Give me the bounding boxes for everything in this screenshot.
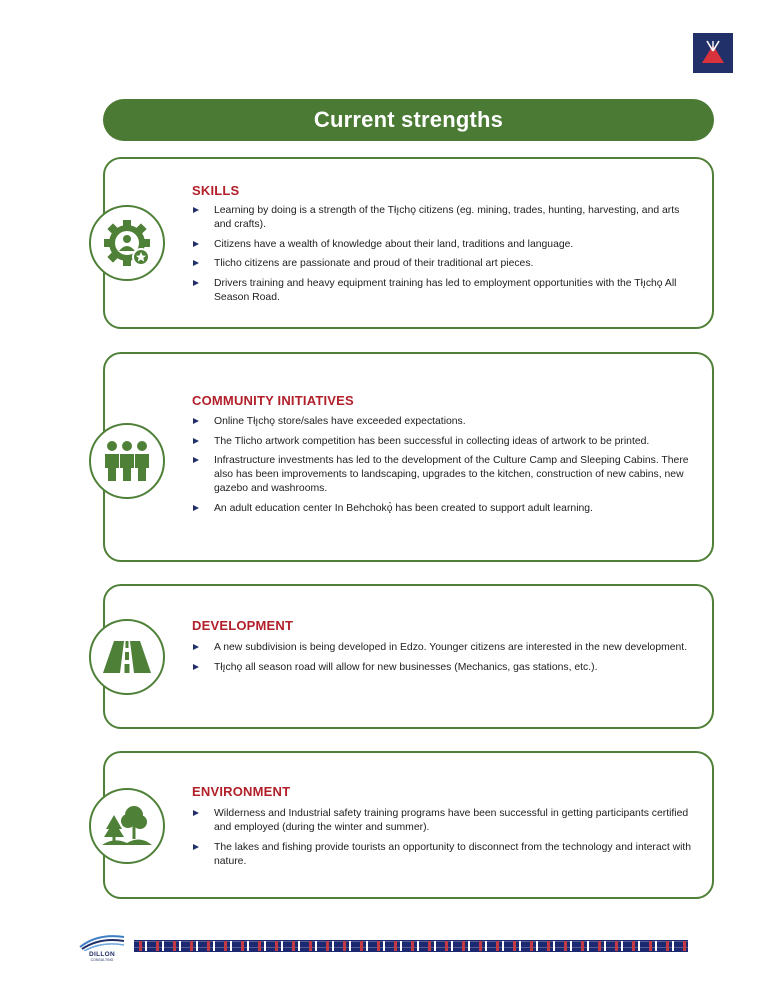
- list-item: Infrastructure investments has led to the development of the Culture Camp and Sleeping Cabins. There also has been improvements to landscaping, upgrades to the kitchen, construction of new cabins, new gazebo and washrooms.: [193, 454, 698, 496]
- page-title: Current strengths: [103, 99, 714, 141]
- trees-icon: [89, 788, 165, 864]
- environment-heading: ENVIRONMENT: [192, 784, 291, 799]
- skills-list: [193, 204, 698, 310]
- list-item: An adult education center In Behchokǫ̀ has been created to support adult learning.: [193, 502, 698, 516]
- list-item: Tlicho citizens are passionate and proud of their traditional art pieces.: [193, 257, 698, 271]
- environment-list: [193, 807, 698, 874]
- bullet-arrow-icon: [193, 207, 199, 213]
- bullet-arrow-icon: [193, 260, 199, 266]
- bullet-arrow-icon: [193, 438, 199, 444]
- list-item: Tłı̨chǫ all season road will allow for new businesses (Mechanics, gas stations, etc.).: [193, 661, 698, 675]
- bullet-arrow-icon: [193, 418, 199, 424]
- people-group-icon: [89, 423, 165, 499]
- dillon-logo-subtext: CONSULTING: [90, 958, 114, 962]
- road-icon: [89, 619, 165, 695]
- list-item: Wilderness and Industrial safety training programs have been successful in getting participants certified and employed (during the winter and summer).: [193, 807, 698, 835]
- bullet-arrow-icon: [193, 280, 199, 286]
- list-item: The Tlicho artwork competition has been successful in collecting ideas of artwork to be printed.: [193, 435, 698, 449]
- development-heading: DEVELOPMENT: [192, 618, 294, 633]
- beadwork-border: [134, 940, 688, 952]
- dillon-logo-text: DILLON: [89, 951, 115, 958]
- bullet-arrow-icon: [193, 241, 199, 247]
- community-initiatives-list: [193, 415, 698, 521]
- bullet-arrow-icon: [193, 844, 199, 850]
- skills-heading: SKILLS: [192, 183, 240, 198]
- list-item: Learning by doing is a strength of the Tłı̨chǫ citizens (eg. mining, trades, hunting, harvesting, and arts and crafts).: [193, 204, 698, 232]
- list-item: A new subdivision is being developed in Edzo. Younger citizens are interested in the new development.: [193, 641, 698, 655]
- list-item: Online Tłı̨chǫ store/sales have exceeded expectations.: [193, 415, 698, 429]
- community-initiatives-heading: COMMUNITY INITIATIVES: [192, 393, 354, 408]
- bullet-arrow-icon: [193, 644, 199, 650]
- bullet-arrow-icon: [193, 664, 199, 670]
- bullet-arrow-icon: [193, 457, 199, 463]
- list-item: Drivers training and heavy equipment training has led to employment opportunities with the Tłı̨chǫ All Season Road.: [193, 277, 698, 305]
- list-item: The lakes and fishing provide tourists an opportunity to disconnect from the technology and interact with nature.: [193, 841, 698, 869]
- bullet-arrow-icon: [193, 810, 199, 816]
- bullet-arrow-icon: [193, 505, 199, 511]
- gear-person-star-icon: [89, 205, 165, 281]
- tlicho-logo: [693, 33, 733, 73]
- list-item: Citizens have a wealth of knowledge about their land, traditions and language.: [193, 238, 698, 252]
- development-list: [193, 641, 698, 680]
